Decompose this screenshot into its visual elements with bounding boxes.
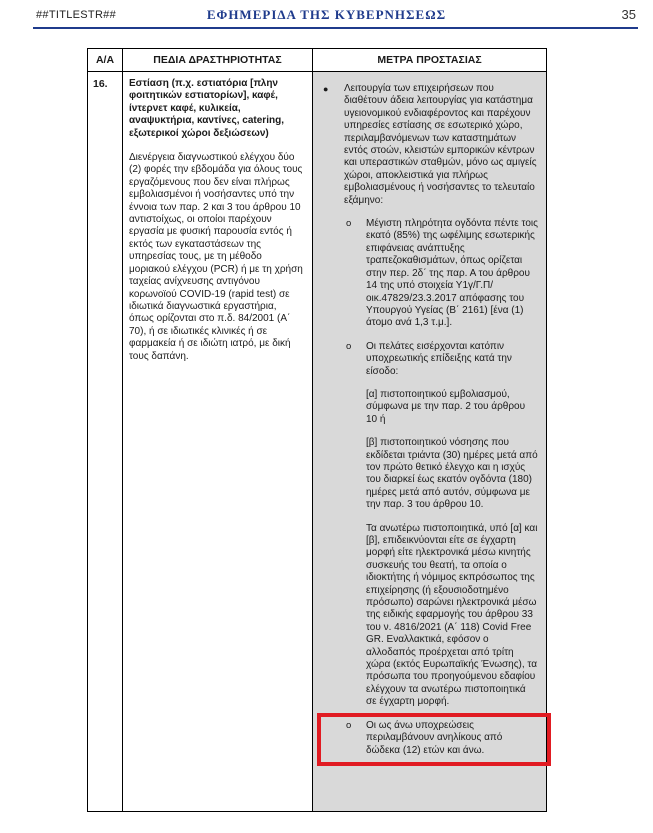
column-header-activity-fields: ΠΕΔΙΑ ΔΡΑΣΤΗΡΙΟΤΗΤΑΣ [123, 49, 313, 71]
row-number: 16. [88, 72, 123, 811]
activity-cell [123, 72, 313, 811]
table-row [88, 72, 546, 811]
doc-title-placeholder: ##TITLESTR## [36, 9, 117, 21]
circle-bullet-icon: o [346, 218, 352, 230]
measure-sub-item [346, 218, 538, 330]
measure-paragraph-b: [β] πιστοποιητικού νόσησης που εκδίδεται τριάντα (30) ημέρες μετά από τον πρώτο θετικό έλεγχο και η ισχύς του διαρκεί έως εκατόν ογδόντα (180) ημέρες μετά από αυτόν, σύμφωνα με την παρ. 3 του άρθρου 10. [366, 437, 538, 511]
activity-title: Εστίαση (π.χ. εστιατόρια [πλην φοιτητικών εστιατορίων], καφέ, ίντερνετ καφέ, κυλικεία, αναψυκτήρια, καντίνες, catering, εξωτερικοί χώροι δεξιώσεων) [129, 78, 284, 139]
measure-sub-item [346, 341, 538, 378]
measure-sub3-text: Οι ως άνω υποχρεώσεις περιλαμβάνουν ανηλίκους από δώδεκα (12) ετών και άνω. [366, 719, 503, 756]
measure-main-item [323, 83, 538, 207]
circle-bullet-icon: o [346, 719, 352, 731]
header-rule [33, 27, 638, 29]
measures-cell [313, 72, 546, 811]
measure-sub1-text: Μέγιστη πληρότητα ογδόντα πέντε τοις εκατό (85%) της ωφέλιμης εσωτερικής επιφάνειας ανάπτυξης τραπεζοκαθισμάτων, όπως ορίζεται στην περ. 2δ΄ της παρ. Α του άρθρου 14 της υπό στοιχεία Υ1γ/Γ.Π/οικ.47829/23.3.2017 απόφασης του Υπουργού Υγείας (Β΄ 2161) [ένα (1) άτομο ανά 1,3 τ.μ.]. [366, 218, 538, 329]
measures-table [87, 48, 547, 812]
measure-sub-item-highlighted [346, 720, 538, 757]
circle-bullet-icon: o [346, 340, 352, 352]
measure-paragraph-c: Τα ανωτέρω πιστοποιητικά, υπό [α] και [β], επιδεικνύονται είτε σε έγχαρτη μορφή είτε ηλεκτρονικά μέσω κινητής συσκευής του θεατή, τα οποία ο ιδιοκτήτης ή νόμιμος εκπρόσωπος της επιχείρησης (ή εξουσιοδοτημένο πρόσωπο) σαρώνει ηλεκτρονικά μέσω της ειδικής εφαρμογής του άρθρου 33 του ν. 4816/2021 (Α΄ 118) Covid Free GR. Εναλλακτικά, εφόσον ο αλλοδαπός προέρχεται από τρίτη χώρα (εκτός Ευρωπαϊκής Ένωσης), τα πρόσωπα του προηγούμενου εδαφίου ελέγχουν τα ανωτέρω πιστοποιητικά σε έγχαρτη μορφή. [366, 522, 538, 708]
measure-main-text: Λειτουργία των επιχειρήσεων που διαθέτουν άδεια λειτουργίας για κατάστημα υγειονομικού ενδιαφέροντος και παρέχουν υπηρεσίες εστίασης σε εσωτερικό χώρο, περιλαμβανόμενων των καταστημάτων εντός στοών, κλειστών εμπορικών κέντρων και υπεραστικών σταθμών, μόνο ως αμιγείς χώροι, αποκλειστικά για πλήρως εμβολιασμένους ή νοσήσαντες το τελευταίο εξάμηνο: [344, 83, 537, 206]
bullet-icon: ● [323, 84, 329, 94]
column-header-protection-measures: ΜΕΤΡΑ ΠΡΟΣΤΑΣΙΑΣ [377, 53, 482, 66]
column-header-index: Α/Α [88, 49, 123, 71]
table-header-row [88, 49, 546, 72]
measure-paragraph-a: [α] πιστοποιητικού εμβολιασμού, σύμφωνα με την παρ. 2 του άρθρου 10 ή [366, 388, 526, 425]
gazette-title: ΕΦΗΜΕΡΙΔΑ ΤΗΣ ΚΥΒΕΡΝΗΣΕΩΣ [206, 7, 447, 22]
measure-sub2-text: Οι πελάτες εισέρχονται κατόπιν υποχρεωτικής επίδειξης κατά την είσοδο: [366, 340, 512, 377]
page-number: 35 [621, 7, 636, 22]
activity-body: Διενέργεια διαγνωστικού ελέγχου δύο (2) φορές την εβδομάδα για όλους τους εργαζόμενους που δεν είναι πλήρως εμβολιασμένοι ή νοσήσαντες υπό την έννοια των παρ. 2 και 3 του άρθρου 10 αντιστοίχως, οι οποίοι παρέχουν εργασία με φυσική παρουσία εντός ή εκτός των εγκαταστάσεων της υπηρεσίας τους, με τη μέθοδο μοριακού ελέγχου (PCR) ή με τη χρήση ταχείας ανίχνευσης αντιγόνου κορωνοϊού COVID-19 (rapid test) σε ιδιωτικά διαγνωστικά εργαστήρια, όπως ορίζονται στο π.δ. 84/2001 (Α΄ 70), ή σε ιδιωτικές κλινικές ή σε φαρμακεία ή σε ιδιώτη ιατρό, με δική τους δαπάνη. [129, 152, 303, 362]
